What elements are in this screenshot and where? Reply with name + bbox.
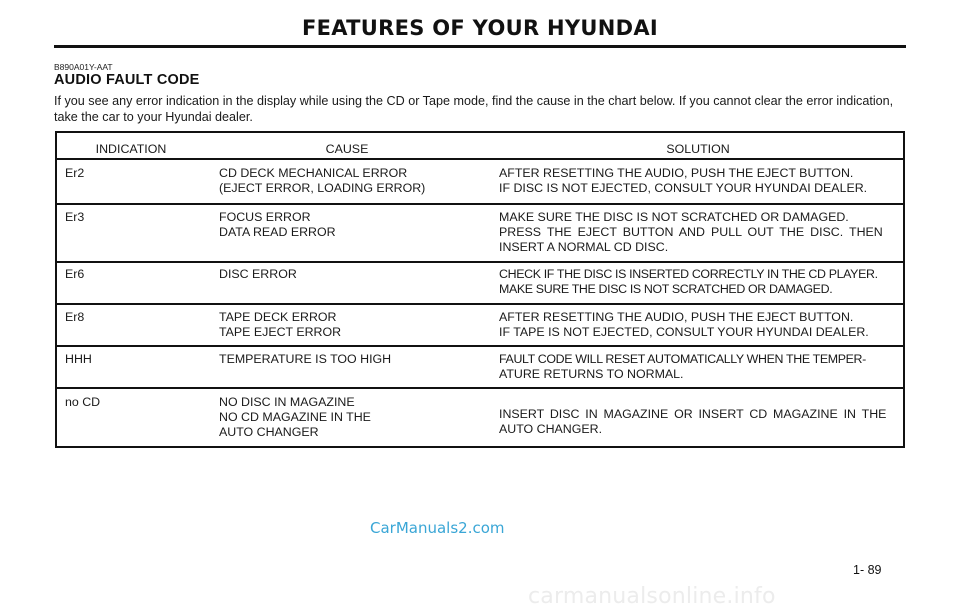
solution-line: PRESS THE EJECT BUTTON AND PULL OUT THE DISC. THEN (499, 225, 883, 239)
solution-line: FAULT CODE WILL RESET AUTOMATICALLY WHEN THE TEMPER- (499, 352, 866, 366)
cause-line: TAPE DECK ERROR (219, 310, 337, 324)
cause-cell (219, 352, 489, 367)
indication-cell: Er2 (65, 166, 85, 180)
solution-cell (499, 407, 897, 437)
indication-cell: Er6 (65, 267, 85, 281)
solution-line: INSERT DISC IN MAGAZINE OR INSERT CD MAGAZINE IN THE (499, 407, 887, 421)
table-divider (57, 387, 903, 389)
table-divider (57, 345, 903, 347)
solution-line: CHECK IF THE DISC IS INSERTED CORRECTLY IN THE CD PLAYER. (499, 267, 878, 281)
table-divider (57, 303, 903, 305)
table-divider (57, 158, 903, 160)
fault-code-table (55, 131, 905, 448)
cause-cell (219, 166, 489, 196)
section-title: AUDIO FAULT CODE (54, 72, 200, 88)
cause-line: DISC ERROR (219, 267, 297, 281)
page-header-title: FEATURES OF YOUR HYUNDAI (301, 16, 659, 40)
solution-cell (499, 166, 897, 196)
solution-line: MAKE SURE THE DISC IS NOT SCRATCHED OR DAMAGED. (499, 282, 833, 296)
cause-line: NO DISC IN MAGAZINE (219, 395, 355, 409)
cause-line: (EJECT ERROR, LOADING ERROR) (219, 181, 426, 195)
intro-paragraph: If you see any error indication in the display while using the CD or Tape mode, find the cause in the chart below. If you cannot clear the error indication, take the car to your Hyundai dealer. (54, 94, 894, 124)
header-solution: SOLUTION (666, 142, 730, 156)
cause-cell (219, 310, 489, 340)
solution-cell (499, 310, 897, 340)
solution-line: ATURE RETURNS TO NORMAL. (499, 367, 684, 381)
indication-cell: Er3 (65, 210, 85, 224)
header-indication: INDICATION (95, 142, 167, 156)
cause-cell (219, 395, 489, 440)
indication-cell: HHH (65, 352, 92, 366)
header-rule (54, 45, 906, 48)
solution-line: MAKE SURE THE DISC IS NOT SCRATCHED OR DAMAGED. (499, 210, 849, 224)
indication-cell: Er8 (65, 310, 85, 324)
cause-line: TAPE EJECT ERROR (219, 325, 342, 339)
solution-line: INSERT A NORMAL CD DISC. (499, 240, 669, 254)
cause-cell (219, 210, 489, 240)
cause-line: CD DECK MECHANICAL ERROR (219, 166, 408, 180)
solution-cell (499, 352, 897, 382)
solution-line: IF TAPE IS NOT EJECTED, CONSULT YOUR HYUNDAI DEALER. (499, 325, 869, 339)
table-divider (57, 261, 903, 263)
solution-line: AFTER RESETTING THE AUDIO, PUSH THE EJECT BUTTON. (499, 310, 854, 324)
cause-line: DATA READ ERROR (219, 225, 336, 239)
table-divider (57, 203, 903, 205)
section-ref-code: B890A01Y-AAT (54, 62, 113, 72)
watermark-footer: carmanualsonline.info (528, 584, 776, 609)
solution-cell (499, 267, 897, 297)
cause-cell (219, 267, 489, 282)
cause-line: NO CD MAGAZINE IN THE (219, 410, 371, 424)
solution-line: AFTER RESETTING THE AUDIO, PUSH THE EJECT BUTTON. (499, 166, 854, 180)
page-number: 1- 89 (853, 563, 882, 577)
solution-line: IF DISC IS NOT EJECTED, CONSULT YOUR HYUNDAI DEALER. (499, 181, 868, 195)
watermark-link[interactable]: CarManuals2.com (370, 519, 505, 537)
header-cause: CAUSE (325, 142, 369, 156)
cause-line: AUTO CHANGER (219, 425, 319, 439)
cause-line: FOCUS ERROR (219, 210, 311, 224)
solution-cell (499, 210, 897, 255)
solution-line: AUTO CHANGER. (499, 422, 603, 436)
indication-cell: no CD (65, 395, 101, 409)
cause-line: TEMPERATURE IS TOO HIGH (219, 352, 392, 366)
